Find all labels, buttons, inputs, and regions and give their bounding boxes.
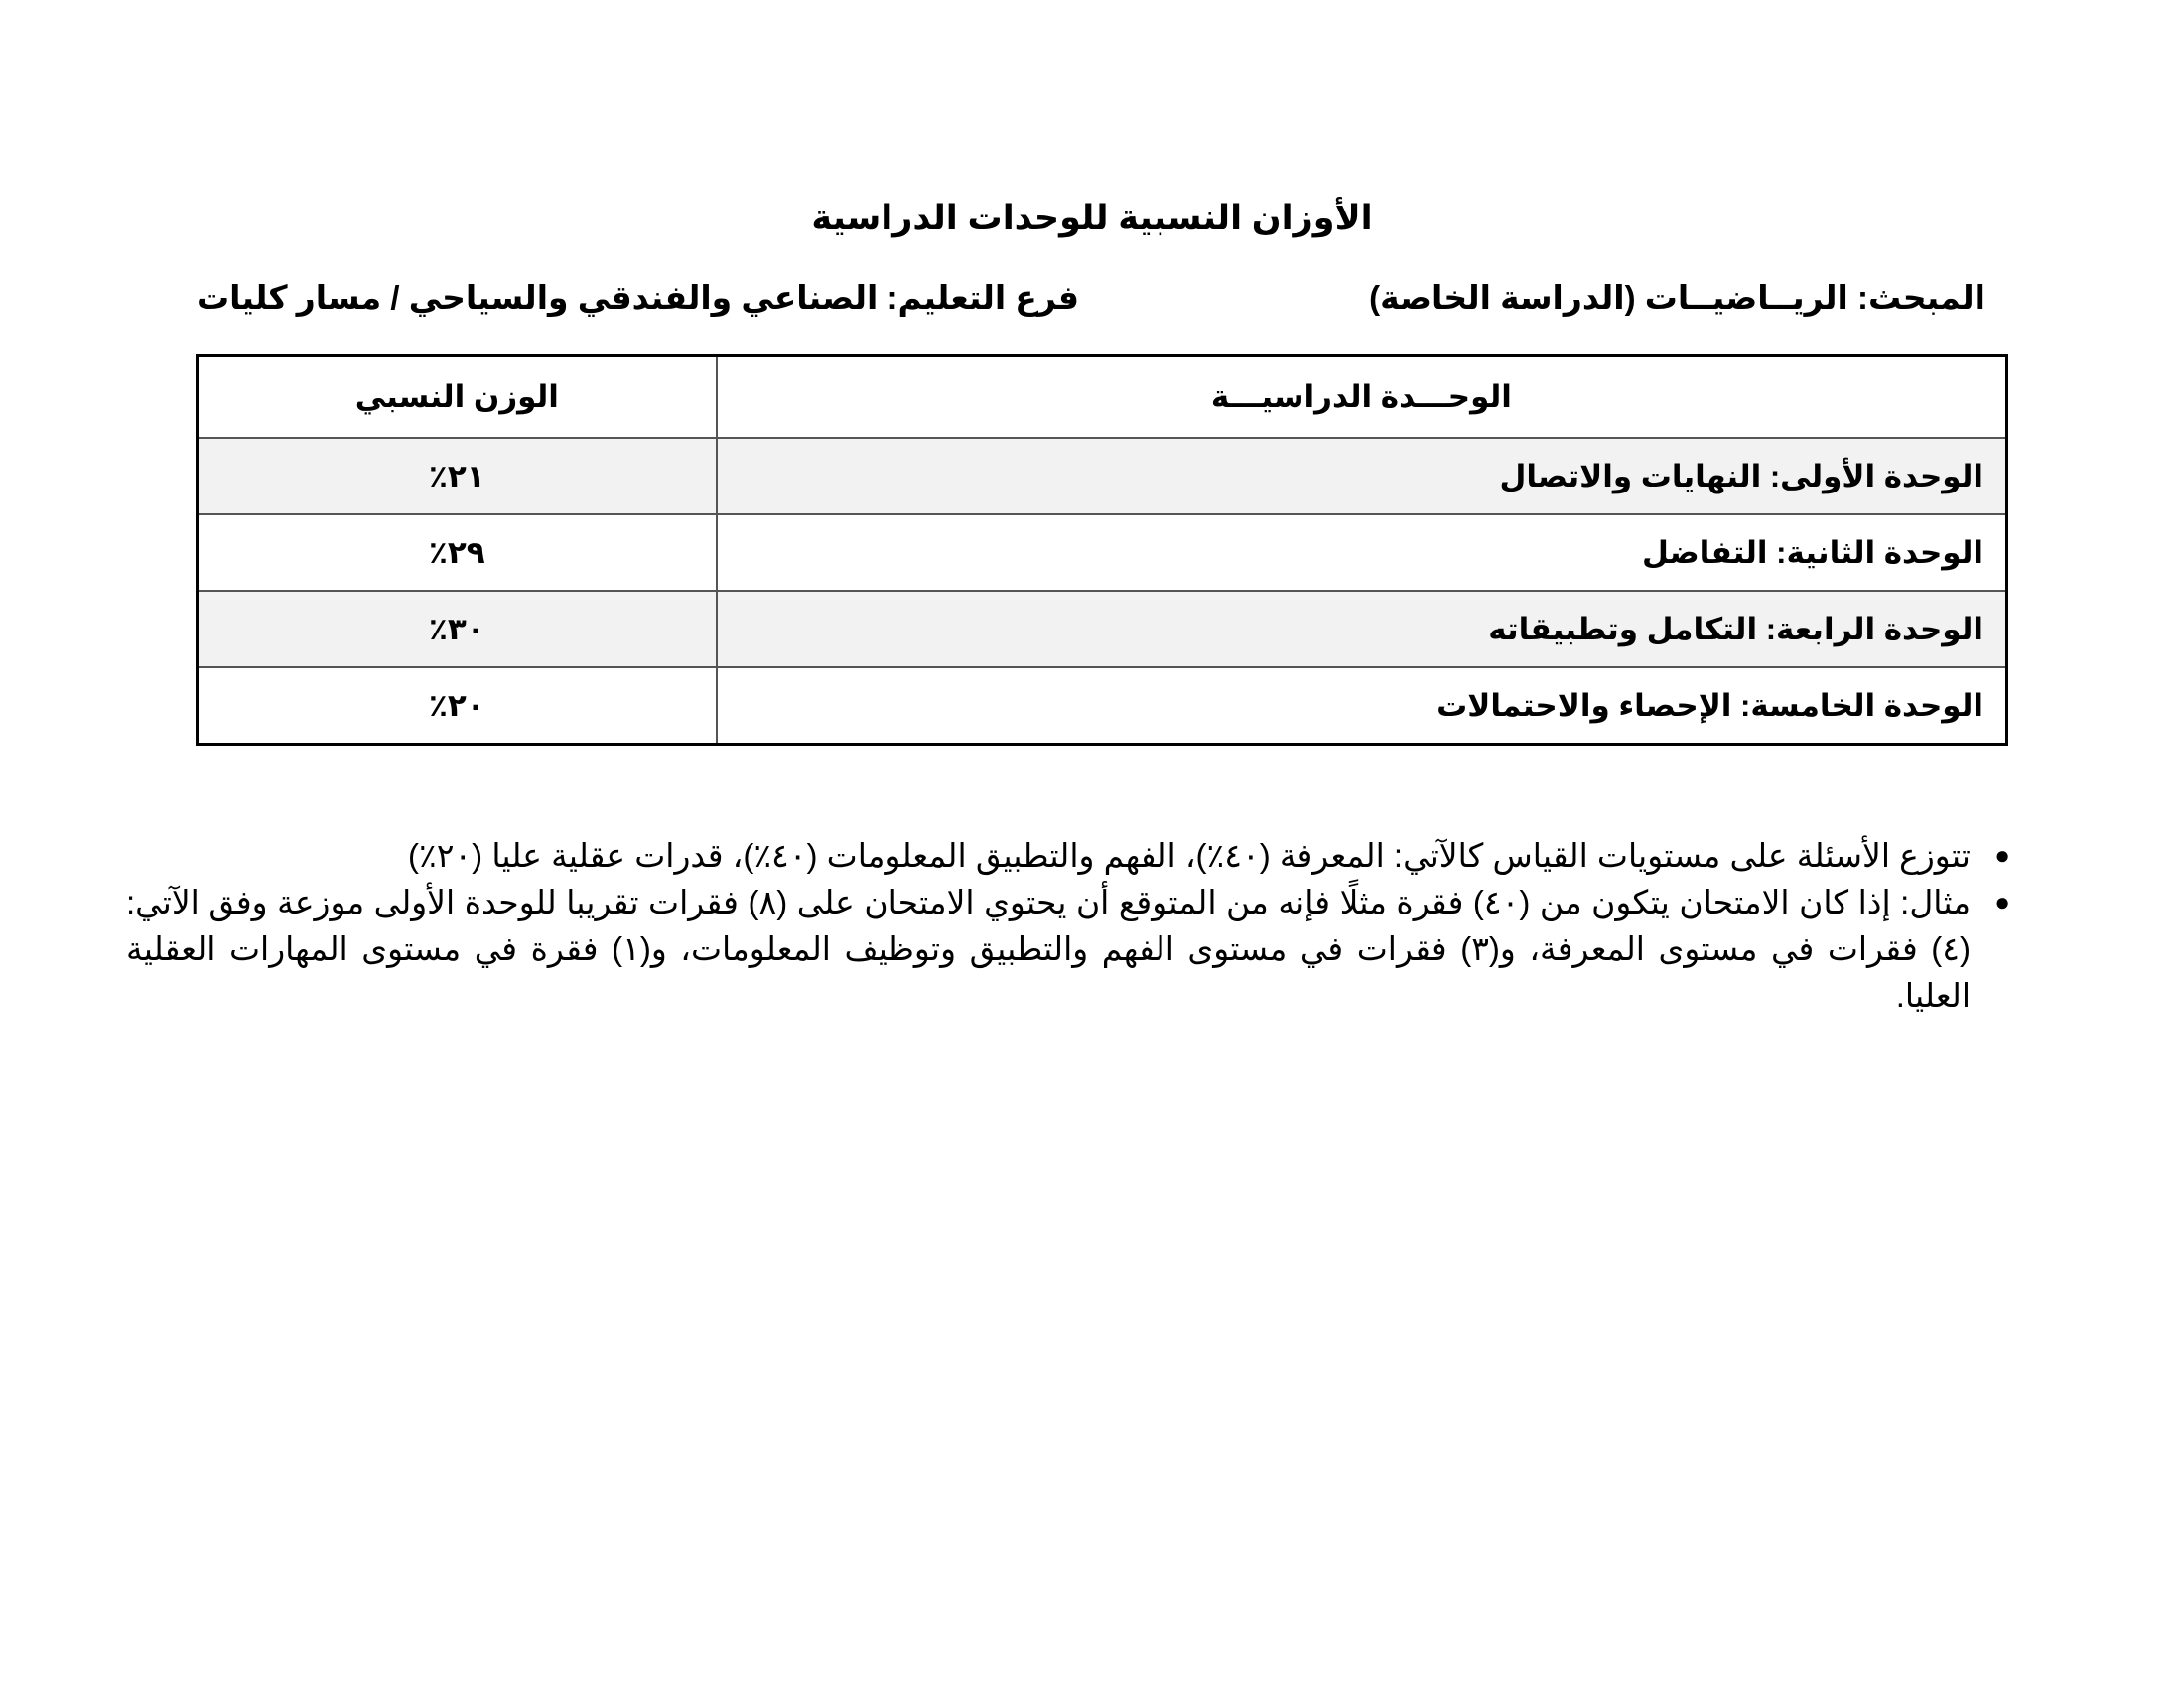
- weight-cell: ٣٠٪: [198, 591, 717, 667]
- page-title: الأوزان النسبية للوحدات الدراسية: [811, 199, 1373, 237]
- table-row: [198, 591, 2007, 667]
- table-header-row: [198, 356, 2007, 439]
- bullet-icon: ●: [1994, 887, 2010, 916]
- weight-cell: ٢١٪: [198, 438, 717, 514]
- notes-list: [126, 832, 2010, 1019]
- note-item: [126, 832, 2010, 879]
- unit-cell: الوحدة الثانية: التفاضل: [717, 514, 2007, 591]
- note-text: مثال: إذا كان الامتحان يتكون من (٤٠) فقرة مثلًا فإنه من المتوقع أن يحتوي الامتحان على (٨) فقرات تقريبا للوحدة الأولى موزعة وفق الآتي: (٤) فقرات في مستوى المعرفة، و(٣) فقرات في مستوى الفهم والتطبيق وتوظيف المعلومات، و(١) فقرة في مستوى المهارات العقلية العليا.: [126, 884, 1972, 1014]
- table-row: [198, 667, 2007, 745]
- table-row: [198, 514, 2007, 591]
- header-unit: الوحـــدة الدراسيـــة: [717, 356, 2007, 439]
- weight-cell: ٢٩٪: [198, 514, 717, 591]
- branch-line: فرع التعليم: الصناعي والفندقي والسياحي / مسار كليات: [196, 279, 1079, 316]
- weights-table: [196, 354, 2008, 746]
- bullet-icon: ●: [1994, 840, 2010, 870]
- note-text: تتوزع الأسئلة على مستويات القياس كالآتي: المعرفة (٤٠٪)، الفهم والتطبيق المعلومات (٤٠٪)، قدرات عقلية عليا (٢٠٪): [407, 837, 1971, 874]
- header-weight: الوزن النسبي: [198, 356, 717, 439]
- unit-cell: الوحدة الرابعة: التكامل وتطبيقاته: [717, 591, 2007, 667]
- unit-cell: الوحدة الخامسة: الإحصاء والاحتمالات: [717, 667, 2007, 745]
- table-row: [198, 438, 2007, 514]
- note-item: [126, 879, 2010, 1019]
- subject-line: المبحث: الريــاضيــات (الدراسة الخاصة): [1369, 279, 1985, 316]
- weight-cell: ٢٠٪: [198, 667, 717, 745]
- unit-cell: الوحدة الأولى: النهايات والاتصال: [717, 438, 2007, 514]
